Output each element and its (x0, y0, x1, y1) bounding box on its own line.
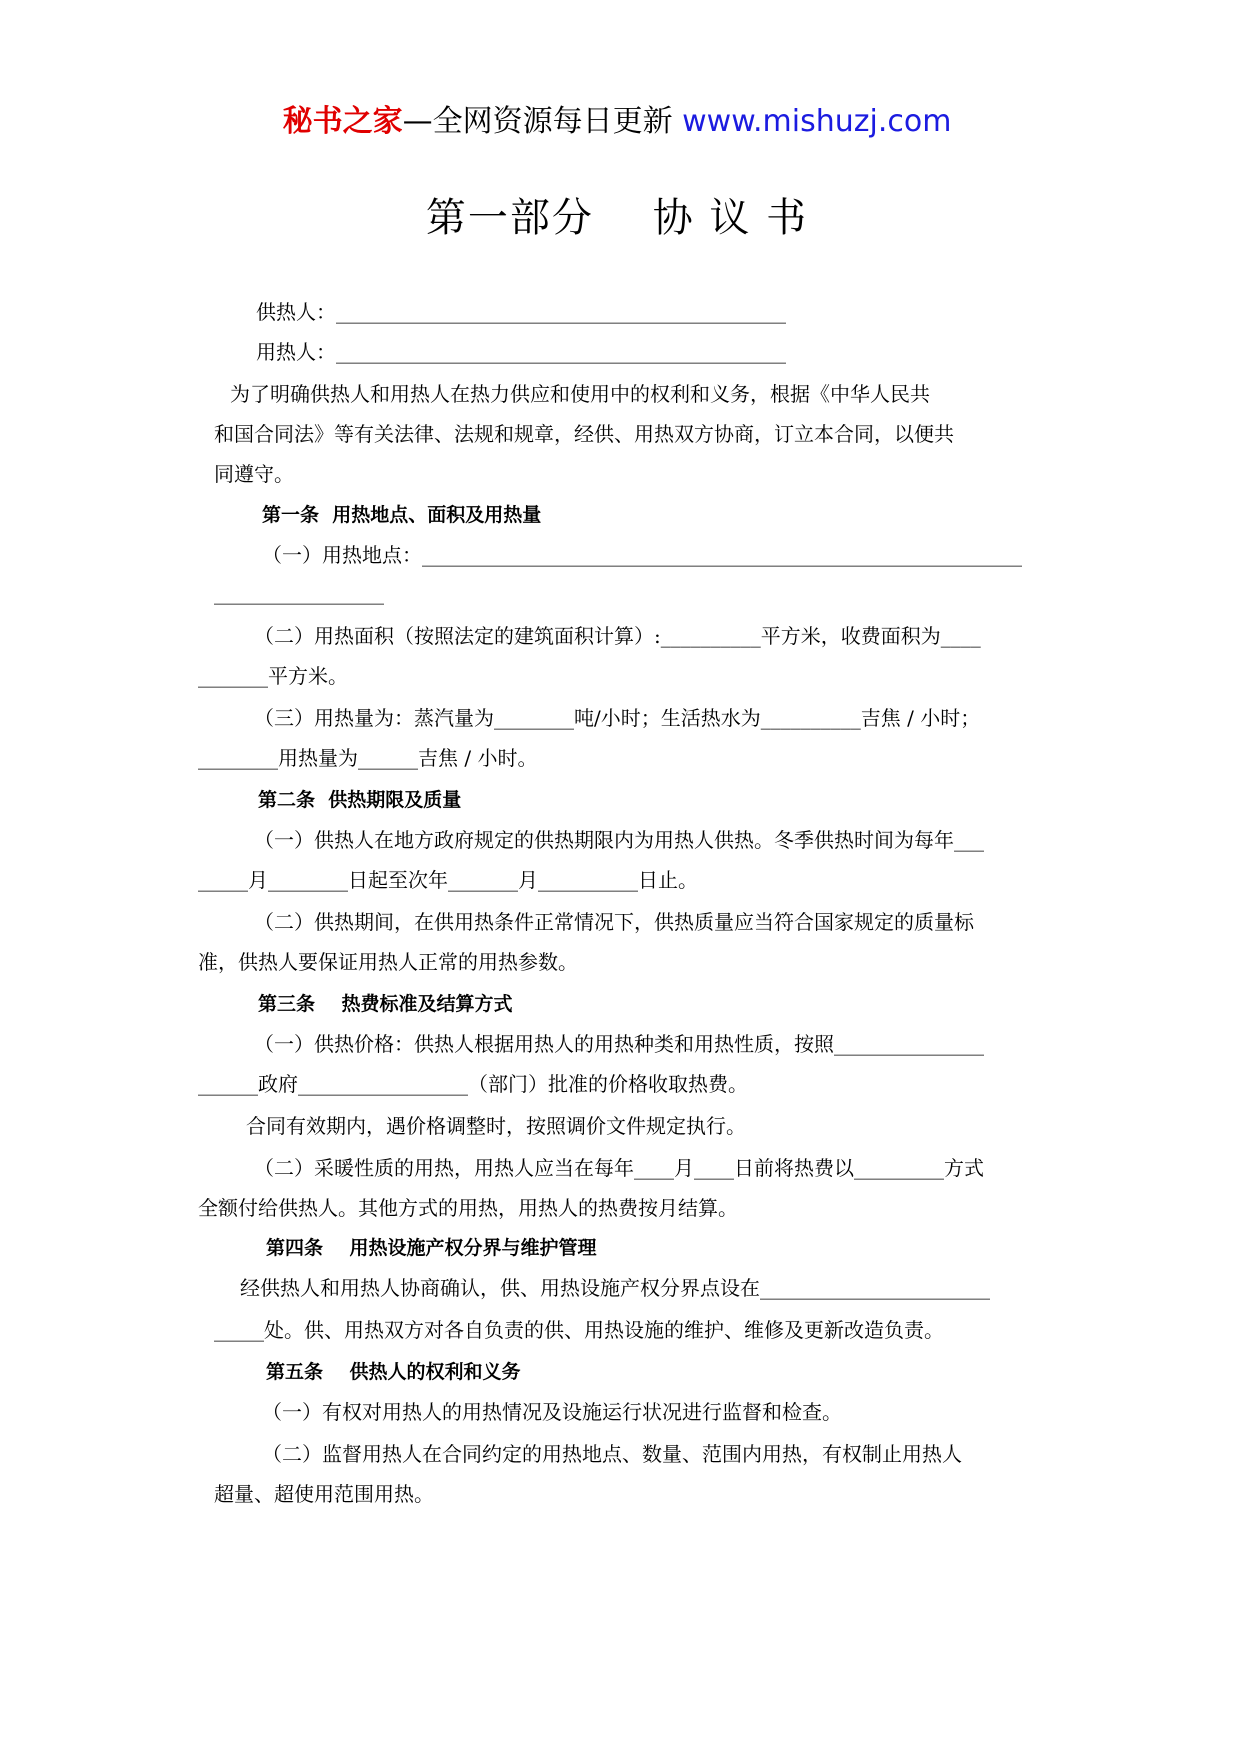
article-text: _________________ (214, 581, 384, 605)
article-text: ______政府_________________（部门）批准的价格收取热费。 (198, 1072, 748, 1096)
article-text: （一）有权对用热人的用热情况及设施运行状况进行监督和检查。 (262, 1400, 842, 1424)
article-text: _____月________日起至次年_______月__________日止。 (198, 868, 698, 892)
preamble-line: 为了明确供热人和用热人在热力供应和使用中的权利和义务，根据《中华人民共 (230, 382, 930, 406)
header-slogan: —全网资源每日更新 (402, 104, 673, 139)
article-text: （一）用热地点：____________________________________________________________ (262, 543, 1022, 567)
site-url: www.mishuzj.com (682, 104, 952, 139)
supplier-line: 供热人：_____________________________________________ (256, 300, 786, 324)
preamble-line: 和国合同法》等有关法律、法规和规章，经供、用热双方协商，订立本合同，以便共 (214, 422, 954, 446)
consumer-line: 用热人：_____________________________________________ (256, 340, 786, 364)
article-text: _____处。供、用热双方对各自负责的供、用热设施的维护、维修及更新改造负责。 (214, 1318, 944, 1342)
article-text: （二）监督用热人在合同约定的用热地点、数量、范围内用热，有权制止用热人 (262, 1442, 962, 1466)
article-5-heading: 第五条 供热人的权利和义务 (266, 1361, 521, 1383)
article-text: （三）用热量为：蒸汽量为________吨/小时；生活热水为__________吉焦 / 小时； (254, 706, 981, 730)
article-text: （一）供热人在地方政府规定的供热期限内为用热人供热。冬季供热时间为每年___ (254, 828, 984, 852)
article-text: 经供热人和用热人协商确认，供、用热设施产权分界点设在_______________________ (240, 1276, 990, 1300)
article-text: ________用热量为______吉焦 / 小时。 (198, 746, 538, 770)
article-1-heading: 第一条 用热地点、面积及用热量 (262, 504, 542, 526)
article-text: 超量、超使用范围用热。 (214, 1482, 434, 1506)
brand-name: 秘书之家 (282, 104, 403, 139)
article-text: 准，供热人要保证用热人正常的用热参数。 (198, 950, 578, 974)
preamble-line: 同遵守。 (214, 462, 294, 486)
site-header (0, 100, 1234, 144)
article-4-heading: 第四条 用热设施产权分界与维护管理 (266, 1237, 597, 1259)
article-text: （二）用热面积（按照法定的建筑面积计算）:__________平方米，收费面积为____ (254, 624, 981, 648)
article-2-heading: 第二条 供热期限及质量 (258, 789, 462, 811)
article-text: （二）供热期间，在供用热条件正常情况下，供热质量应当符合国家规定的质量标 (254, 910, 974, 934)
document-title: 第一部分 协 议 书 (425, 195, 809, 241)
article-text: 合同有效期内，遇价格调整时，按照调价文件规定执行。 (246, 1114, 746, 1138)
article-text: （二）采暖性质的用热，用热人应当在每年____月____日前将热费以_________方式 (254, 1156, 984, 1180)
article-text: （一）供热价格：供热人根据用热人的用热种类和用热性质，按照_______________ (254, 1032, 984, 1056)
article-text: _______平方米。 (198, 664, 348, 688)
article-3-heading: 第三条 热费标准及结算方式 (258, 993, 513, 1015)
article-text: 全额付给供热人。其他方式的用热，用热人的热费按月结算。 (198, 1196, 738, 1220)
